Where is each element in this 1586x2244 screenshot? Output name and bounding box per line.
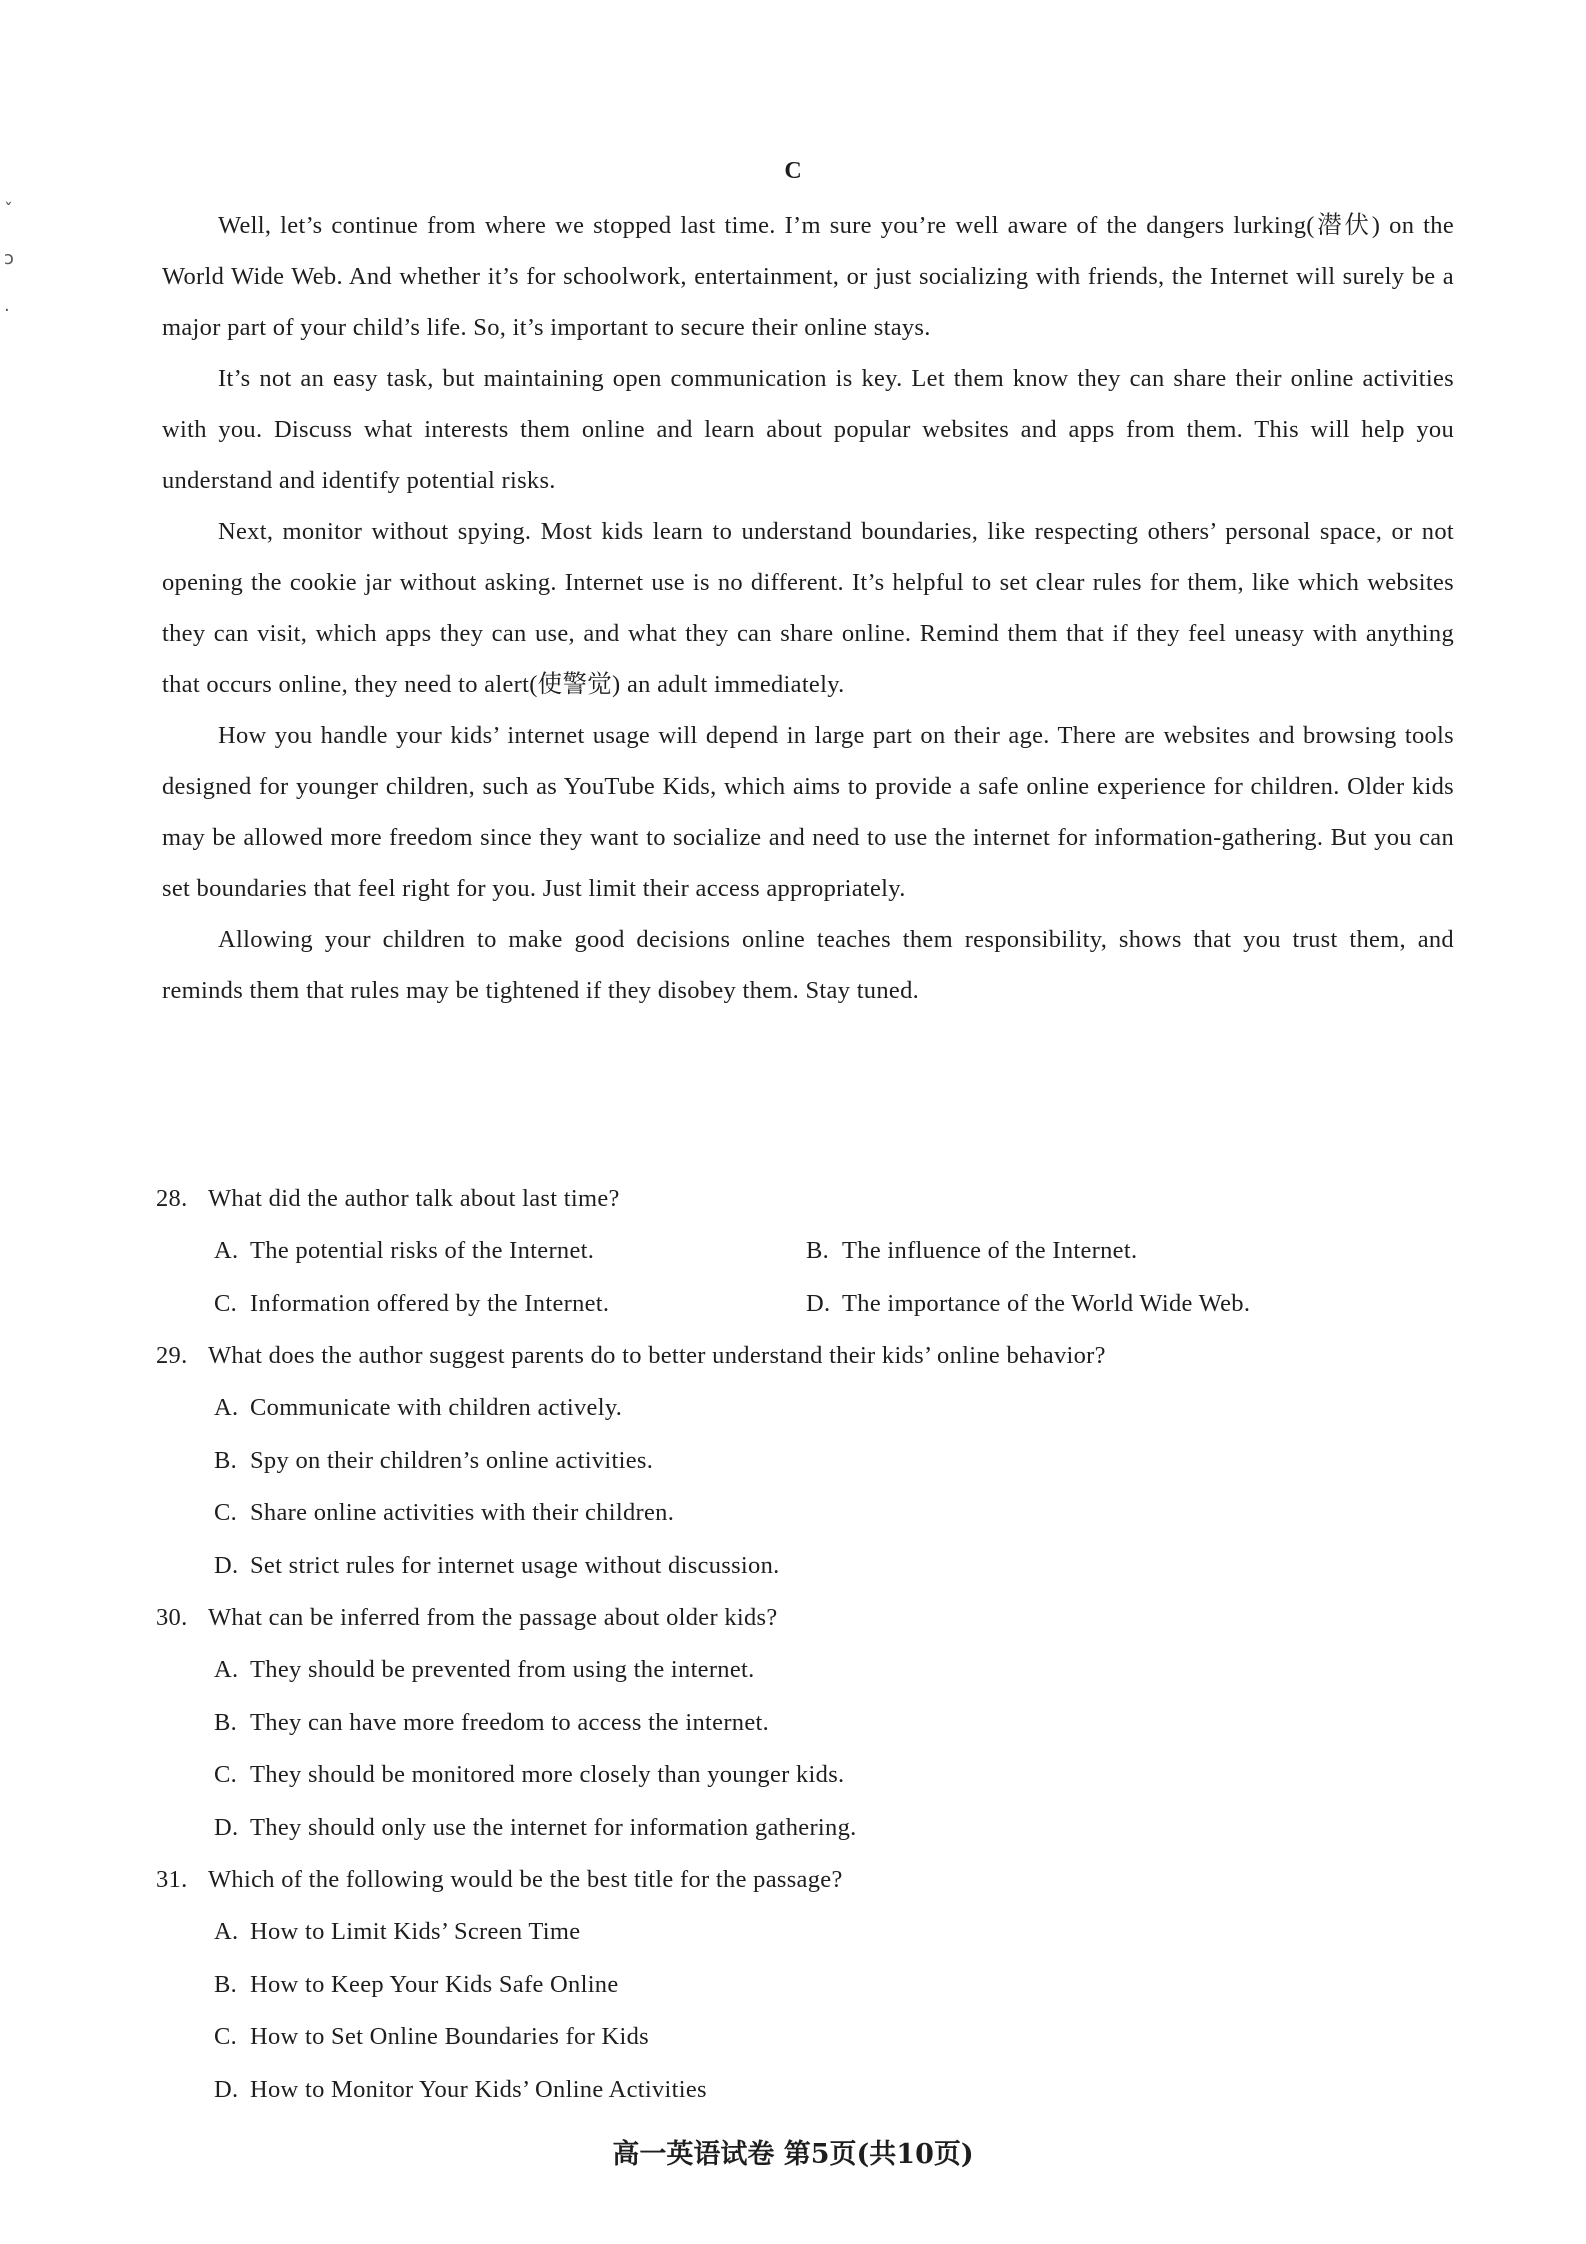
question-29 <box>156 1330 1456 1592</box>
margin-mark: · <box>4 300 10 321</box>
margin-mark: ˇ <box>4 200 13 221</box>
option-letter: A. <box>214 1237 239 1264</box>
option-letter: D. <box>214 1551 239 1579</box>
question-stem <box>156 1330 1456 1382</box>
option-text: How to Limit Kids’ Screen Time <box>250 1918 581 1945</box>
option-b <box>806 1225 1446 1278</box>
option-letter: B. <box>214 1446 238 1474</box>
margin-mark: ɔ <box>4 248 14 269</box>
section-heading: C <box>784 158 802 184</box>
option-text: How to Set Online Boundaries for Kids <box>250 2023 649 2050</box>
option-text: The influence of the Internet. <box>842 1237 1138 1264</box>
question-text: What does the author suggest parents do to better understand their kids’ online behavior? <box>208 1342 1106 1369</box>
option-a <box>156 1906 1456 1959</box>
question-text: What can be inferred from the passage about older kids? <box>208 1604 778 1631</box>
option-c <box>156 1749 1456 1802</box>
question-30 <box>156 1592 1456 1854</box>
question-31 <box>156 1854 1456 2116</box>
option-text: Set strict rules for internet usage without discussion. <box>250 1551 780 1579</box>
option-c <box>156 2011 1456 2064</box>
question-list <box>156 1173 1456 2116</box>
option-text: Spy on their children’s online activities. <box>250 1446 654 1474</box>
option-letter: C. <box>214 1289 238 1317</box>
option-b <box>156 1959 1456 2012</box>
option-d <box>156 1802 1456 1855</box>
option-c <box>156 1487 1456 1540</box>
option-letter: A. <box>214 1394 239 1421</box>
question-text: Which of the following would be the best title for the passage? <box>208 1866 843 1893</box>
passage-paragraph: Well, let’s continue from where we stopped last time. I’m sure you’re well aware of the dangers lurking(潜伏) on the World Wide Web. And whether it’s for schoolwork, entertainment, or just socializing with friends, the Internet will surely be a major part of your child’s life. So, it’s important to secure their online stays. <box>162 212 1454 341</box>
passage-paragraph: Next, monitor without spying. Most kids learn to understand boundaries, like respecting others’ personal space, or not opening the cookie jar without asking. Internet use is no different. It’s helpful to set clear rules for them, like which websites they can visit, which apps they can use, and what they can share online. Remind them that if they feel uneasy with anything that occurs online, they need to alert(使警觉) an adult immediately. <box>162 518 1454 698</box>
option-letter: D. <box>806 1289 831 1317</box>
option-letter: A. <box>214 1656 239 1683</box>
option-text: They should only use the internet for information gathering. <box>250 1813 857 1841</box>
option-letter: D. <box>214 1813 239 1841</box>
passage-paragraph: Allowing your children to make good decisions online teaches them responsibility, shows that you trust them, and reminds them that rules may be tightened if they disobey them. Stay tuned. <box>162 926 1454 1004</box>
option-d <box>156 2064 1456 2117</box>
reading-passage <box>162 200 1454 1016</box>
option-a <box>156 1382 1456 1435</box>
passage-paragraph: How you handle your kids’ internet usage will depend in large part on their age. There are websites and browsing tools designed for younger children, such as YouTube Kids, which aims to provide a safe online experience for children. Older kids may be allowed more freedom since they want to socialize and need to use the internet for information-gathering. But you can set boundaries that feel right for you. Just limit their access appropriately. <box>162 722 1454 902</box>
option-a <box>156 1644 1456 1697</box>
option-letter: C. <box>214 1761 238 1788</box>
page-footer: 高一英语试卷 第5页(共10页) <box>612 2139 974 2170</box>
option-text: How to Keep Your Kids Safe Online <box>250 1970 619 1998</box>
question-text: What did the author talk about last time? <box>208 1185 620 1212</box>
option-text: The importance of the World Wide Web. <box>842 1289 1251 1317</box>
question-stem <box>156 1854 1456 1906</box>
option-a <box>214 1225 806 1278</box>
question-number: 31. <box>156 1866 188 1893</box>
question-28 <box>156 1173 1456 1330</box>
question-number: 29. <box>156 1342 188 1369</box>
option-text: They should be monitored more closely than younger kids. <box>250 1761 845 1788</box>
options-grid <box>156 1225 1456 1330</box>
option-letter: B. <box>806 1237 830 1264</box>
option-text: They should be prevented from using the internet. <box>250 1656 755 1683</box>
option-c <box>214 1278 806 1331</box>
option-letter: D. <box>214 2075 239 2103</box>
option-text: They can have more freedom to access the internet. <box>250 1708 770 1736</box>
question-number: 30. <box>156 1604 188 1631</box>
option-text: How to Monitor Your Kids’ Online Activities <box>250 2075 707 2103</box>
option-letter: C. <box>214 2023 238 2050</box>
option-b <box>156 1697 1456 1750</box>
option-d <box>156 1540 1456 1593</box>
option-letter: B. <box>214 1708 238 1736</box>
option-letter: B. <box>214 1970 238 1998</box>
option-text: The potential risks of the Internet. <box>250 1237 595 1264</box>
option-text: Share online activities with their children. <box>250 1499 675 1526</box>
option-letter: A. <box>214 1918 239 1945</box>
option-d <box>806 1278 1446 1331</box>
question-stem <box>156 1592 1456 1644</box>
option-text: Information offered by the Internet. <box>250 1289 610 1317</box>
passage-paragraph: It’s not an easy task, but maintaining open communication is key. Let them know they can share their online activities with you. Discuss what interests them online and learn about popular websites and apps from them. This will help you understand and identify potential risks. <box>162 365 1454 494</box>
option-b <box>156 1435 1456 1488</box>
question-stem <box>156 1173 1456 1225</box>
question-number: 28. <box>156 1185 188 1212</box>
option-text: Communicate with children actively. <box>250 1394 623 1421</box>
option-letter: C. <box>214 1499 238 1526</box>
